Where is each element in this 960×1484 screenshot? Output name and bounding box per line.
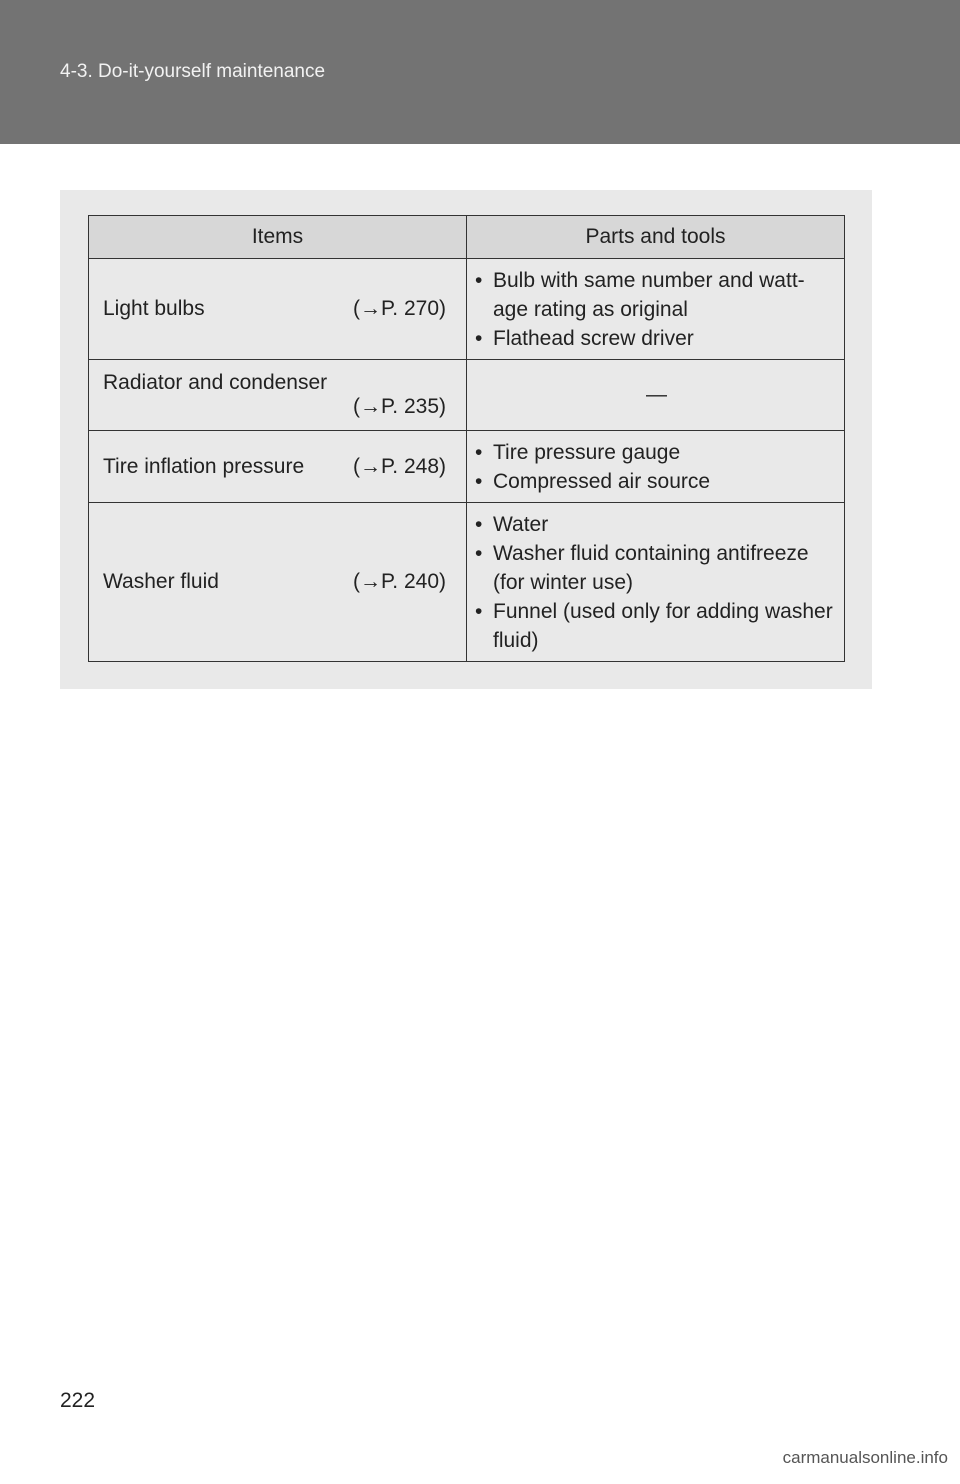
parts-item: • Flathead screw driver: [475, 324, 838, 353]
no-parts-dash: —: [646, 383, 667, 406]
column-header-items: Items: [89, 216, 467, 259]
parts-item: • Tire pressure gauge: [475, 438, 838, 467]
parts-item: • Water: [475, 510, 838, 539]
page-reference: (→P. 240): [353, 570, 446, 593]
item-name: Light bulbs: [103, 297, 205, 320]
page-header: [0, 0, 960, 144]
parts-item: • Funnel (used only for adding washer fluid): [475, 597, 838, 655]
page-reference: (→P. 270): [353, 297, 446, 320]
section-title: 4-3. Do-it-yourself maintenance: [60, 61, 326, 82]
parts-cell: [467, 259, 845, 360]
item-cell: [89, 259, 467, 360]
parts-item: • Washer fluid containing antifreeze (for winter use): [475, 539, 838, 597]
column-header-parts: Parts and tools: [467, 216, 845, 259]
item-cell: [89, 431, 467, 503]
item-cell: [89, 360, 467, 431]
item-name: Washer fluid: [103, 570, 219, 593]
table-row: [89, 259, 845, 360]
table-row: [89, 360, 845, 431]
item-name: Tire inflation pressure: [103, 454, 305, 478]
table-row: [89, 503, 845, 662]
page-reference: (→P. 235): [353, 395, 446, 418]
maintenance-table: [88, 215, 845, 662]
parts-cell: [467, 431, 845, 503]
parts-cell: [467, 360, 845, 431]
parts-item: • Compressed air source: [475, 467, 838, 496]
parts-cell: [467, 503, 845, 662]
table-row: [89, 431, 845, 503]
page-number: 222: [60, 1389, 96, 1412]
parts-item: • Bulb with same number and watt-age rating as original: [475, 266, 838, 324]
item-cell: [89, 503, 467, 662]
table-header-row: [89, 216, 845, 259]
page-reference: (→P. 248): [353, 454, 446, 478]
item-name: Radiator and condenser: [103, 371, 328, 394]
watermark: carmanualsonline.info: [782, 1448, 948, 1467]
